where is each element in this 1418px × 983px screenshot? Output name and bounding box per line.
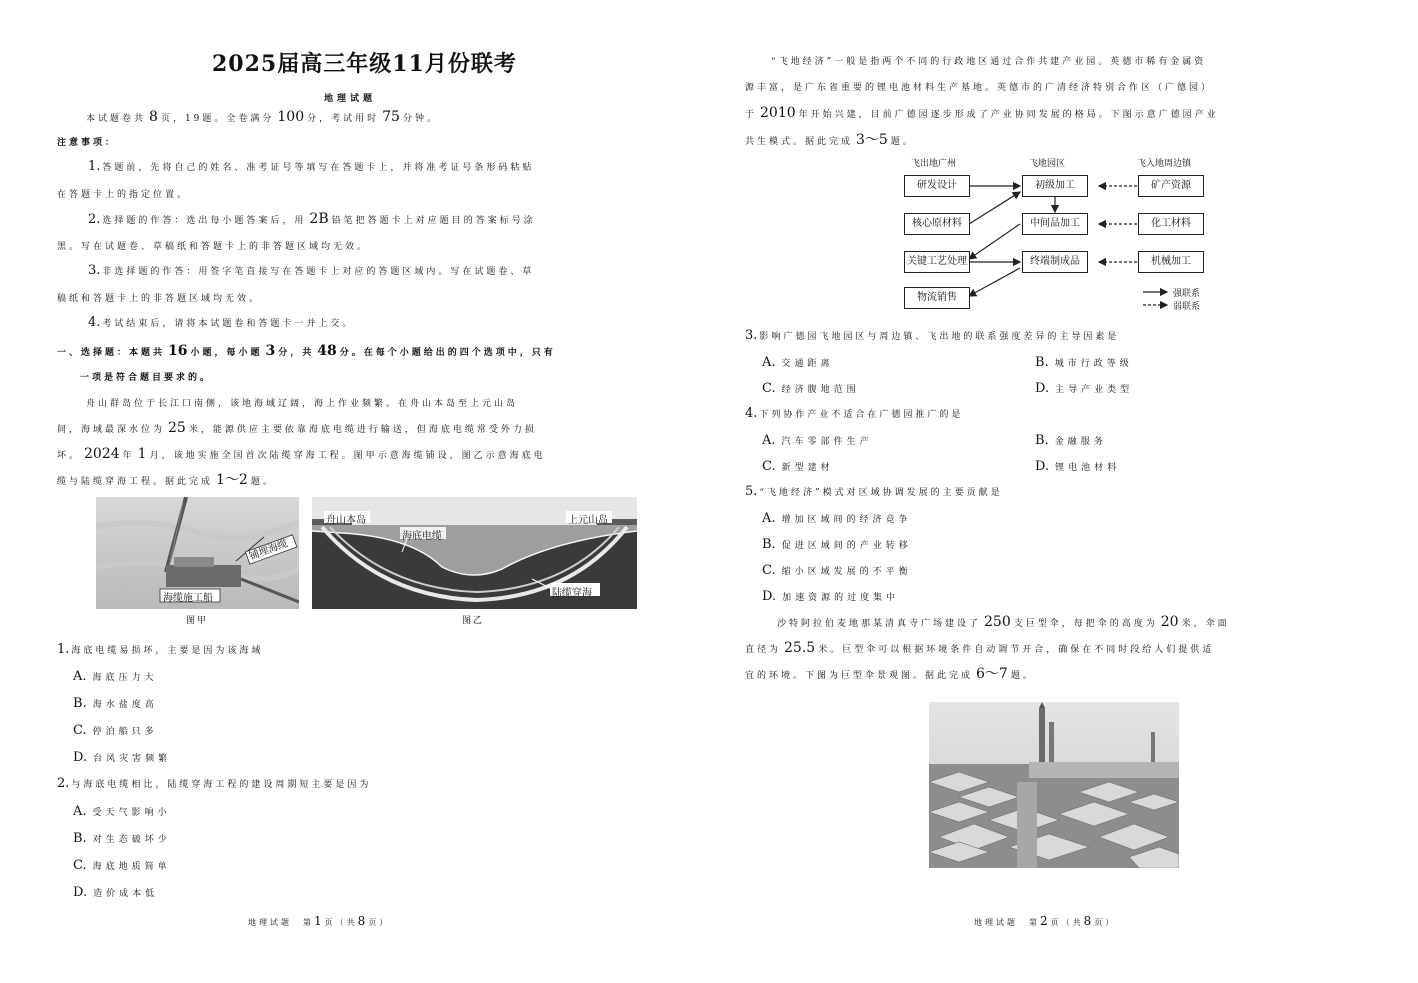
- option-text: 金融服务: [1054, 437, 1107, 447]
- box-mineral-resources: 矿产资源: [1138, 175, 1204, 197]
- option-key: A.: [73, 669, 87, 684]
- figure-a-caption: 图甲: [186, 616, 209, 626]
- question-range: 1～2: [216, 472, 248, 488]
- option-key: A.: [73, 804, 87, 819]
- question-number: 5.: [745, 484, 758, 499]
- q5-option-b[interactable]: [762, 538, 912, 553]
- passage-text: 米，伞面: [1181, 619, 1230, 629]
- question-5-stem: [745, 486, 1003, 499]
- page-footer: [974, 914, 1116, 928]
- passage-text: 题。: [890, 137, 915, 147]
- passage-text: 共生模式。据此完成: [745, 137, 854, 147]
- option-text: 新型建材: [781, 463, 834, 473]
- passage-text: 支巨型伞，每把伞的高度为: [1013, 619, 1158, 629]
- note-4: [88, 317, 354, 330]
- option-text: 对生态破坏少: [92, 835, 171, 845]
- q2-option-c[interactable]: [73, 859, 171, 874]
- option-key: B.: [73, 696, 87, 711]
- note-number: 2.: [88, 212, 101, 227]
- option-key: D.: [762, 589, 777, 604]
- q1-option-d[interactable]: [73, 751, 171, 766]
- option-text: 造价成本低: [93, 889, 159, 899]
- total-pages: 8: [357, 914, 369, 928]
- question-range: 6～7: [976, 666, 1008, 682]
- question-range: 3～5: [856, 132, 888, 148]
- exam-intro: [86, 111, 439, 125]
- option-key: C.: [73, 858, 87, 873]
- passage-line-1: 舟山群岛位于长江口南侧，该地海域辽阔，海上作业频繁。在舟山本岛至上元山岛: [86, 399, 519, 409]
- section-heading: [57, 345, 556, 359]
- option-key: D.: [73, 750, 88, 765]
- exam-duration: 75: [382, 109, 400, 125]
- question-3-stem: [745, 330, 1119, 343]
- option-text: 经济腹地范围: [781, 385, 860, 395]
- intro-text: 页，19题。全卷满分: [160, 114, 275, 124]
- passage-text: 缆与陆缆穿海工程。据此完成: [57, 477, 214, 487]
- option-key: B.: [73, 831, 87, 846]
- option-key: B.: [1035, 433, 1049, 448]
- option-key: D.: [73, 885, 88, 900]
- figure-a-label-bottom: 海缆施工船: [163, 593, 213, 604]
- column-head-outflow: 飞出地广州: [911, 159, 957, 169]
- option-key: B.: [1035, 355, 1049, 370]
- passage-text: 于: [745, 110, 758, 120]
- passage-text: 题。: [1010, 671, 1035, 681]
- question-number: 2.: [57, 776, 70, 791]
- q3-option-b[interactable]: [1035, 356, 1133, 371]
- industry-symbiosis-diagram: [897, 156, 1199, 314]
- note-2-line2: 黑。写在试题卷、草稿纸和答题卡上的非答题区域均无效。: [57, 242, 370, 252]
- box-final-products: 终端制成品: [1022, 251, 1088, 273]
- intro-text: 本试题卷共: [86, 114, 147, 124]
- option-key: A.: [762, 355, 776, 370]
- passage-text: 年: [122, 451, 135, 461]
- passage3-line-1: [777, 616, 1230, 630]
- umbrella-diameter: 25.5: [784, 640, 816, 656]
- note-text: 选择题的作答：选出每小题答案后，用: [102, 216, 307, 226]
- intro-text: 分，考试用时: [307, 114, 380, 124]
- option-text: 停泊船只多: [92, 727, 158, 737]
- option-text: 海底地质简单: [92, 862, 171, 872]
- passage-line-4: [57, 474, 275, 488]
- section-text: 小题，每小题: [190, 348, 263, 358]
- column-head-inflow: 飞入地周边镇: [1137, 159, 1192, 169]
- page-count: 8: [149, 109, 158, 125]
- note-3-line1: [88, 265, 534, 278]
- q5-option-d[interactable]: [762, 590, 899, 605]
- passage-text: 米，能源供应主要依靠海底电缆进行输送，但海底电缆常受外力损: [188, 425, 537, 435]
- legend-weak: 弱联系: [1173, 302, 1201, 312]
- passage-text: 年开始兴建，目前广德园逐步形成了产业协同发展的格局。下图示意广德园产业: [798, 110, 1219, 120]
- box-rd-design: 研发设计: [904, 175, 970, 197]
- q1-option-a[interactable]: [73, 670, 158, 685]
- page-footer: [248, 914, 390, 928]
- passage2-line-1: “飞地经济”一般是指两个不同的行政地区通过合作共建产业园。英德市稀有金属资: [771, 57, 1207, 67]
- pencil-type: 2B: [309, 211, 329, 227]
- question-count: 16: [168, 343, 188, 359]
- q3-option-a[interactable]: [762, 356, 834, 371]
- column-head-park: 飞地园区: [1029, 159, 1066, 169]
- project-month: 1: [137, 446, 147, 462]
- option-text: 海水盐度高: [92, 700, 158, 710]
- intro-text: 分钟。: [402, 114, 439, 124]
- option-text: 锂电池材料: [1055, 463, 1121, 473]
- q3-option-c[interactable]: [762, 382, 860, 397]
- footer-text: 页）: [368, 918, 391, 927]
- note-number: 4.: [88, 315, 101, 330]
- option-key: C.: [73, 723, 87, 738]
- umbrella-height: 20: [1160, 614, 1179, 630]
- question-2-stem: [57, 778, 371, 791]
- figure-b-label-left: 舟山本岛: [326, 515, 366, 526]
- note-3-line2: 稿纸和答题卡上的非答题区域均无效。: [57, 294, 262, 304]
- passage-text: 月，该地实施全国首次陆缆穿海工程。图甲示意海缆铺设，图乙示意海底电: [149, 451, 546, 461]
- project-year: 2024: [84, 446, 120, 462]
- q4-option-a[interactable]: [762, 434, 873, 449]
- option-text: 台风灾害频繁: [93, 754, 172, 764]
- note-1-line1: [88, 161, 534, 174]
- question-text: 与海底电缆相比，陆缆穿海工程的建设周期短主要是因为: [71, 780, 372, 790]
- figure-b-label-right: 上元山岛: [568, 515, 608, 526]
- box-core-materials: 核心原材料: [904, 213, 970, 235]
- question-text: 下列协作产业不适合在广德园推广的是: [759, 410, 964, 420]
- box-intermediate-processing: 中间品加工: [1022, 213, 1088, 235]
- footer-text: 页（共: [1050, 918, 1084, 927]
- figure-b-diagram: [312, 497, 637, 609]
- option-key: D.: [1035, 459, 1050, 474]
- question-4-stem: [745, 408, 963, 421]
- page-number: 1: [314, 914, 325, 928]
- question-1-stem: [57, 644, 263, 657]
- footer-text: 页（共: [324, 918, 358, 927]
- note-2-line1: [88, 213, 536, 227]
- passage-text: 直径为: [745, 645, 782, 655]
- section-total: 48: [317, 343, 337, 359]
- note-text: 非选择题的作答：用签字笔直接写在答题卡上对应的答题区域内。写在试题卷、草: [102, 267, 535, 277]
- figure-a-photo: [96, 497, 299, 609]
- footer-text: 页）: [1094, 918, 1117, 927]
- note-number: 3.: [88, 263, 101, 278]
- passage3-line-3: [745, 668, 1035, 682]
- q5-option-c[interactable]: [762, 564, 912, 579]
- question-text: “飞地经济”模式对区域协调发展的主要贡献是: [759, 488, 1003, 498]
- option-text: 汽车零部件生产: [781, 437, 873, 447]
- box-mechanical-processing: 机械加工: [1138, 251, 1204, 273]
- sea-depth: 25: [168, 420, 186, 436]
- total-pages: 8: [1083, 914, 1095, 928]
- box-primary-processing: 初级加工: [1022, 175, 1088, 197]
- figure-b-label-bottom: 陆缆穿海: [552, 588, 592, 599]
- option-text: 城市行政等级: [1054, 359, 1133, 369]
- option-key: B.: [762, 537, 776, 552]
- build-year: 2010: [760, 105, 796, 121]
- umbrella-count: 250: [984, 614, 1011, 630]
- q1-option-b[interactable]: [73, 697, 158, 712]
- question-text: 影响广德园飞地园区与周边镇、飞出地的联系强度差异的主导因素是: [759, 332, 1120, 342]
- note-1-line2: 在答题卡上的指定位置。: [57, 190, 190, 200]
- box-key-process: 关键工艺处理: [904, 251, 970, 273]
- box-logistics-sales: 物流销售: [904, 287, 970, 309]
- section-text: 一、选择题：本题共: [57, 348, 166, 358]
- q2-option-a[interactable]: [73, 805, 171, 820]
- q4-option-c[interactable]: [762, 460, 834, 475]
- q2-option-d[interactable]: [73, 886, 158, 901]
- q2-option-b[interactable]: [73, 832, 171, 847]
- passage-line-3: [57, 448, 546, 462]
- note-text: 答题前，先将自己的姓名、准考证号等填写在答题卡上，并将准考证号条形码粘贴: [102, 163, 535, 173]
- right-page: [709, 0, 1418, 983]
- exam-title: 2025届高三年级11月份联考: [212, 51, 517, 77]
- option-key: C.: [762, 563, 776, 578]
- umbrella-landscape-image: [929, 702, 1179, 868]
- figure-b-caption: 图乙: [462, 616, 485, 626]
- option-text: 受天气影响小: [92, 808, 171, 818]
- option-text: 缩小区域发展的不平衡: [781, 567, 912, 577]
- points-each: 3: [265, 343, 276, 359]
- passage-text: 坏。: [57, 451, 82, 461]
- option-text: 交通距离: [781, 359, 834, 369]
- option-text: 加速资源的过度集中: [782, 593, 900, 603]
- option-text: 促进区域间的产业转移: [781, 541, 912, 551]
- footer-text: 地理试题 第: [974, 918, 1040, 927]
- figure-b-label-mid: 海底电缆: [402, 531, 442, 542]
- option-key: D.: [1035, 381, 1050, 396]
- passage3-line-2: [745, 642, 1214, 656]
- passage-text: 间，海域最深水位为: [57, 425, 166, 435]
- option-key: A.: [762, 511, 776, 526]
- section-text: 分。在每个小题给出的四个选项中，只有: [339, 348, 556, 358]
- question-number: 3.: [745, 328, 758, 343]
- section-heading-line2: 一项是符合题目要求的。: [80, 373, 213, 383]
- page-number: 2: [1040, 914, 1051, 928]
- legend-strong: 强联系: [1173, 289, 1201, 299]
- exam-subtitle: 地理试题: [324, 94, 377, 104]
- passage2-line-4: [745, 134, 915, 148]
- passage-text: 宜的环境。下图为巨型伞景观图。据此完成: [745, 671, 974, 681]
- q4-option-b[interactable]: [1035, 434, 1107, 449]
- passage-line-2: [57, 422, 537, 436]
- option-text: 增加区域间的经济竞争: [781, 515, 912, 525]
- option-text: 海底压力大: [92, 673, 158, 683]
- q4-option-d[interactable]: [1035, 460, 1120, 475]
- total-score: 100: [277, 109, 305, 125]
- question-number: 1.: [57, 642, 70, 657]
- note-text: 考试结束后，请将本试题卷和答题卡一并上交。: [102, 319, 355, 329]
- passage-text: 沙特阿拉伯麦地那某清真寺广场建设了: [777, 619, 982, 629]
- option-key: C.: [762, 381, 776, 396]
- passage-text: 题。: [250, 477, 275, 487]
- notes-heading: 注意事项：: [57, 138, 118, 148]
- q5-option-a[interactable]: [762, 512, 912, 527]
- giant-umbrellas-photo: [929, 702, 1179, 868]
- figure-a-label-top: 铺埋海缆: [248, 538, 290, 563]
- q1-option-c[interactable]: [73, 724, 158, 739]
- option-text: 主导产业类型: [1055, 385, 1134, 395]
- note-number: 1.: [88, 159, 101, 174]
- q3-option-d[interactable]: [1035, 382, 1133, 397]
- section-text: 分，共: [278, 348, 315, 358]
- box-chemical-materials: 化工材料: [1138, 213, 1204, 235]
- question-text: 海底电缆易损坏，主要是因为该海域: [71, 646, 264, 656]
- question-number: 4.: [745, 406, 758, 421]
- option-key: C.: [762, 459, 776, 474]
- note-text: 铅笔把答题卡上对应题目的答案标号涂: [331, 216, 536, 226]
- footer-text: 地理试题 第: [248, 918, 314, 927]
- passage-text: 米。巨型伞可以根据环境条件自动调节开合，确保在不同时段给人们提供适: [818, 645, 1215, 655]
- passage2-line-3: [745, 107, 1219, 121]
- passage2-line-2: 源丰富，是广东省重要的锂电池材料生产基地。英德市的广清经济特别合作区（广德园）: [745, 83, 1214, 93]
- option-key: A.: [762, 433, 776, 448]
